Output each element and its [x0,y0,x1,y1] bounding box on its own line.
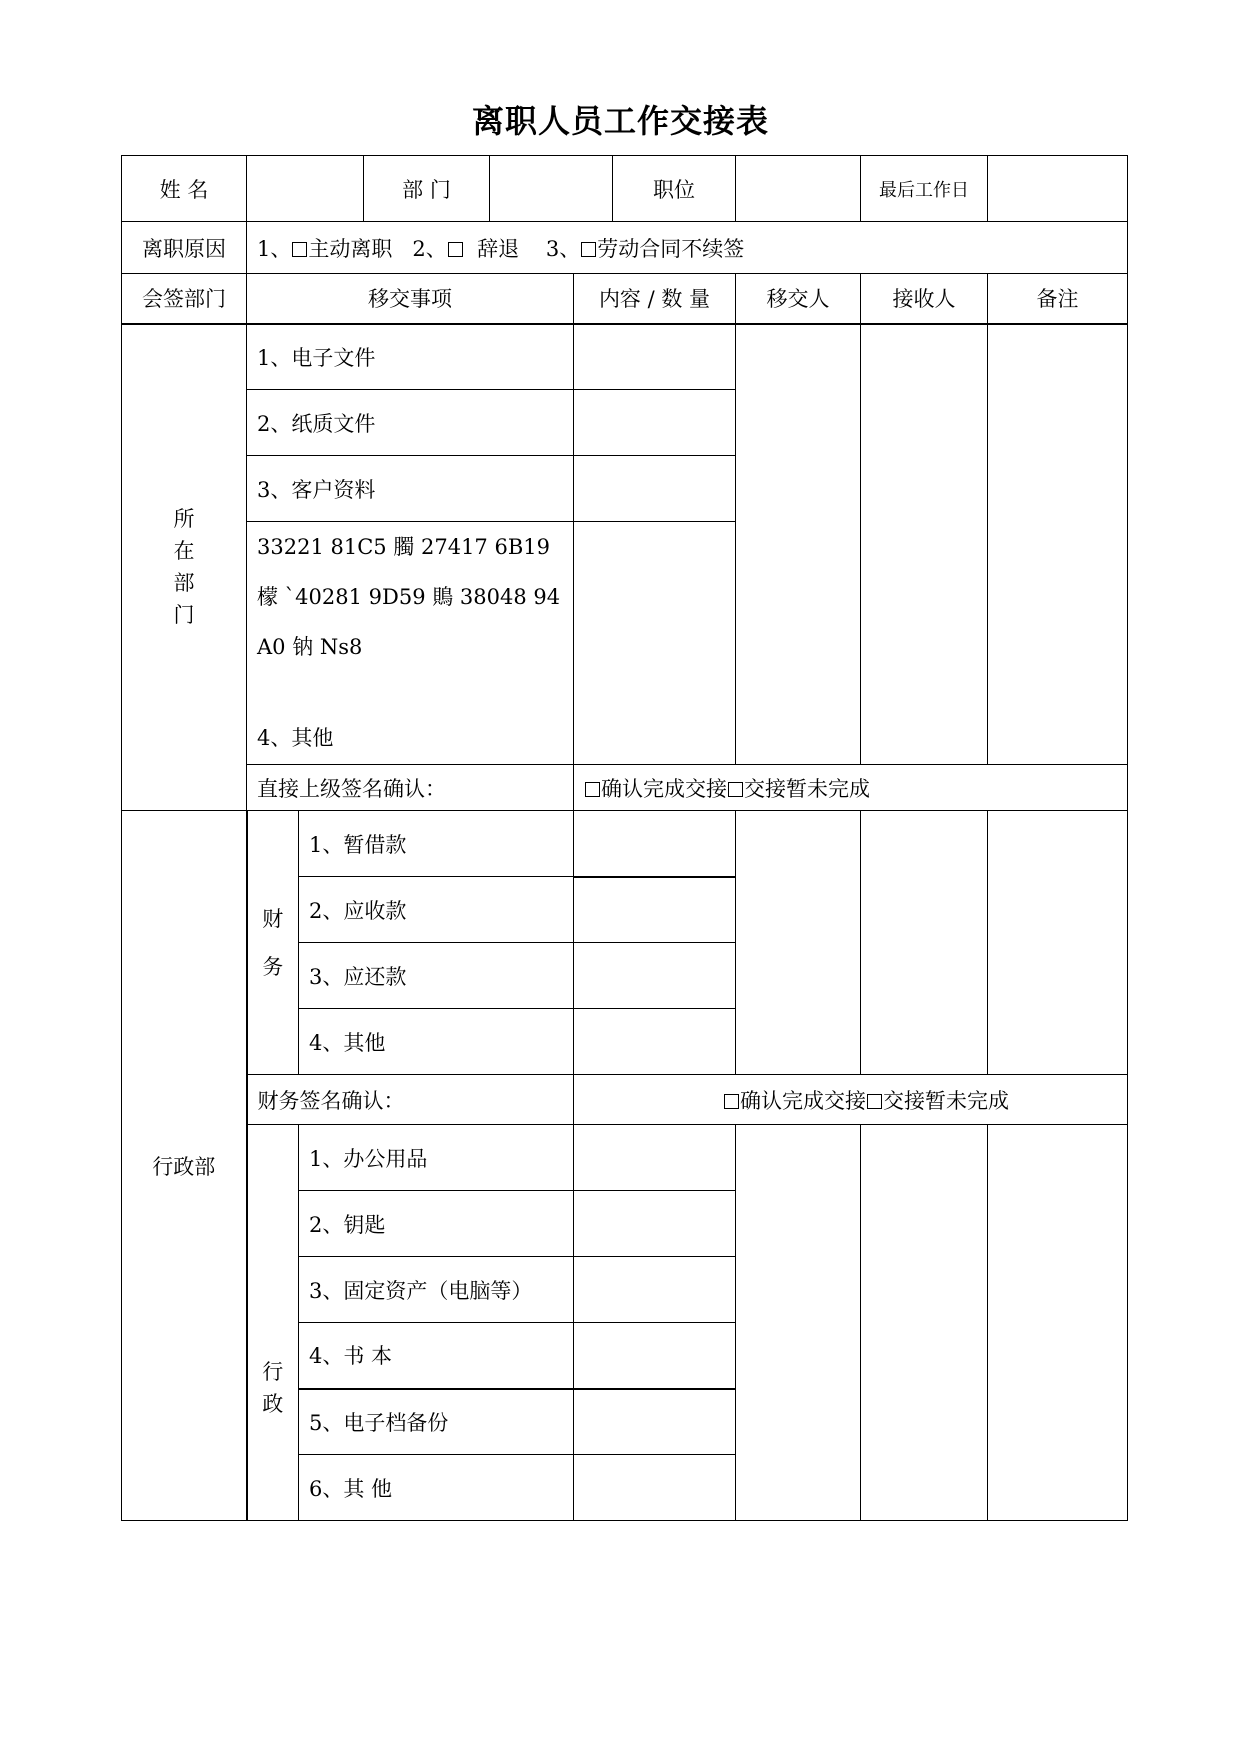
admin-item-2: 2、钥匙 [299,1191,574,1257]
dept-handover-by[interactable] [736,324,861,765]
table-row [122,1125,1128,1191]
col-sign-dept: 会签部门 [122,274,247,324]
dept-confirm-options [574,765,1128,811]
admin-remarks[interactable] [988,1125,1128,1521]
dept-section-label: 所在部门 [122,324,247,811]
dept-confirm-pending-label: 交接暂未完成 [744,776,870,801]
admin-item-3-content[interactable] [574,1257,736,1323]
dept-item-4 [247,522,574,765]
col-items: 移交事项 [247,274,574,324]
reason-label: 离职原因 [122,222,247,274]
admin-item-1: 1、办公用品 [299,1125,574,1191]
codes-text: 33221 81C5 臅 27417 6B19 檬 `40281 9D59 鵙 38048 94A0 钠 Ns8 [257,535,561,659]
finance-confirm-options [574,1075,1128,1125]
admin-item-3: 3、固定资产（电脑等） [299,1257,574,1323]
dept-field[interactable] [490,156,613,222]
contract-end-checkbox[interactable] [581,242,596,257]
admin-item-5: 5、电子档备份 [299,1389,574,1455]
table-row [122,811,1128,877]
reason-opt3-label: 劳动合同不续签 [597,236,745,261]
position-field[interactable] [736,156,861,222]
column-header-row [122,274,1128,324]
dept-item-2: 2、纸质文件 [247,390,574,456]
finance-item-2-content[interactable] [574,877,736,943]
admin-item-6: 6、其 他 [299,1455,574,1521]
finance-confirm-row [122,1075,1128,1125]
col-remarks: 备注 [988,274,1128,324]
name-label: 姓 名 [122,156,247,222]
dept-item-3: 3、客户资料 [247,456,574,522]
position-label: 职位 [613,156,736,222]
reason-options [247,222,1128,274]
dept-confirm-pending-checkbox[interactable] [728,782,743,797]
finance-item-4: 4、其他 [299,1009,574,1075]
dept-confirm-label: 直接上级签名确认： [247,765,574,811]
reason-opt1-label: 主动离职 [308,236,393,261]
admin-handover-by[interactable] [736,1125,861,1521]
dept-label: 部 门 [364,156,490,222]
reason-opt2-label: 辞退 [477,236,520,261]
dept-item-1: 1、电子文件 [247,324,574,390]
admin-item-2-content[interactable] [574,1191,736,1257]
finance-item-4-content[interactable] [574,1009,736,1075]
reason-opt2-prefix: 2、 [412,236,447,261]
dept-item-other: 4、其他 [257,726,334,750]
admin-item-6-content[interactable] [574,1455,736,1521]
table-row [122,324,1128,390]
col-content-qty: 内容 / 数 量 [574,274,736,324]
finance-item-2: 2、应收款 [299,877,574,943]
reason-row [122,222,1128,274]
finance-confirm-pending-label: 交接暂未完成 [883,1088,1009,1113]
handover-form-table [121,155,1128,1521]
finance-item-1: 1、暂借款 [299,811,574,877]
dept-item-4-content[interactable] [574,522,736,765]
dept-confirm-row [122,765,1128,811]
admin-label: 行政 [247,1125,299,1521]
header-info-row [122,156,1128,222]
voluntary-checkbox[interactable] [292,242,307,257]
dept-item-2-content[interactable] [574,390,736,456]
reason-opt1-prefix: 1、 [257,236,292,261]
finance-receiver[interactable] [861,811,988,1075]
finance-item-3: 3、应还款 [299,943,574,1009]
admin-item-4-content[interactable] [574,1323,736,1389]
admin-item-4: 4、书 本 [299,1323,574,1389]
dismissal-checkbox[interactable] [448,242,463,257]
finance-label: 财务 [247,811,299,1075]
dept-item-1-content[interactable] [574,324,736,390]
page-title: 离职人员工作交接表 [471,102,769,140]
last-day-field[interactable] [988,156,1128,222]
finance-handover-by[interactable] [736,811,861,1075]
finance-confirm-label: 财务签名确认： [247,1075,574,1125]
finance-confirm-done-label: 确认完成交接 [740,1088,866,1113]
reason-opt3-prefix: 3、 [545,236,581,261]
finance-confirm-done-checkbox[interactable] [724,1094,739,1109]
admin-item-5-content[interactable] [574,1389,736,1455]
dept-confirm-done-checkbox[interactable] [585,782,600,797]
finance-item-1-content[interactable] [574,811,736,877]
dept-item-3-content[interactable] [574,456,736,522]
col-handover-by: 移交人 [736,274,861,324]
dept-confirm-done-label: 确认完成交接 [601,776,727,801]
last-day-label: 最后工作日 [861,156,988,222]
dept-remarks[interactable] [988,324,1128,765]
admin-section-label: 行政部 [122,811,247,1521]
finance-confirm-pending-checkbox[interactable] [867,1094,882,1109]
admin-item-1-content[interactable] [574,1125,736,1191]
admin-receiver[interactable] [861,1125,988,1521]
finance-remarks[interactable] [988,811,1128,1075]
dept-receiver[interactable] [861,324,988,765]
finance-item-3-content[interactable] [574,943,736,1009]
name-field[interactable] [247,156,364,222]
col-receiver: 接收人 [861,274,988,324]
